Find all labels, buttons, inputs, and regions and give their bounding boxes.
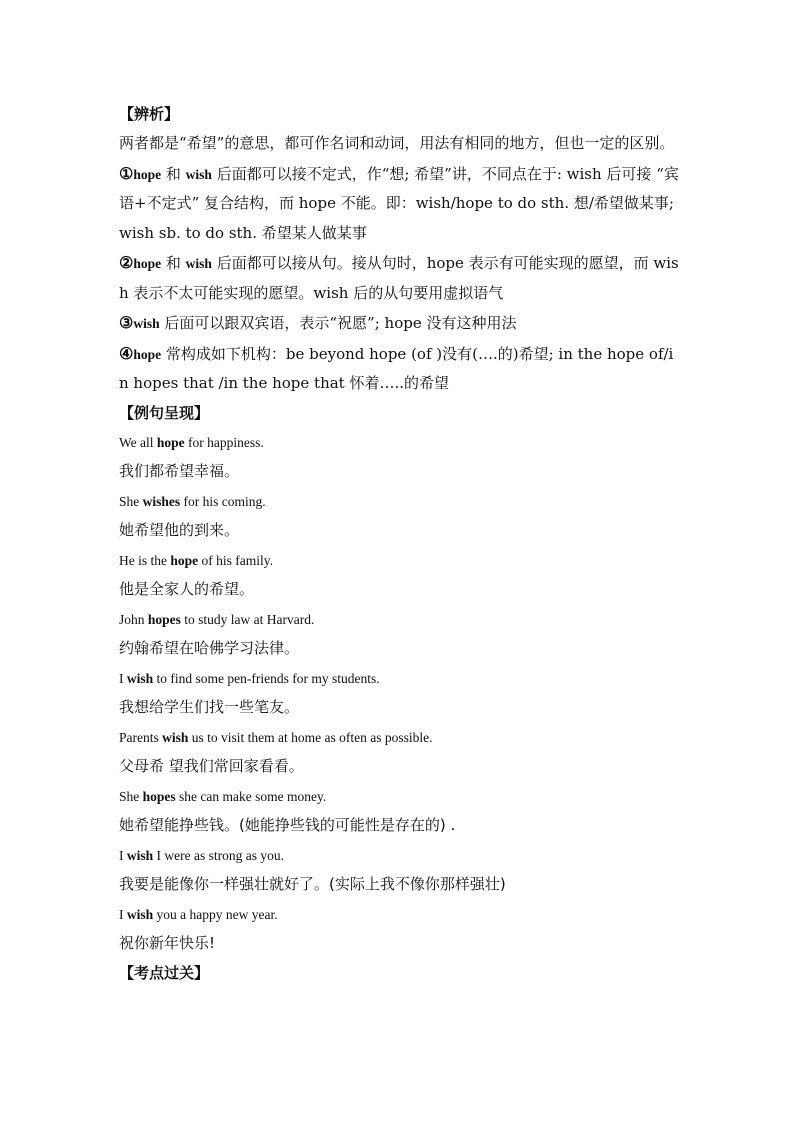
sentence-part: I: [119, 670, 127, 686]
analysis-item-1: [119, 159, 679, 249]
analysis-item-2: [119, 248, 679, 308]
sentence-keyword: wish: [126, 906, 154, 922]
sentence-part: John: [119, 611, 148, 627]
item-text: 后面都可以接从句。接从句时，hope 表示有可能实现的愿望，而 wish 表示不太可能实现的愿望。wish 后的从句要用虚拟语气: [119, 254, 679, 302]
analysis-item-4: [119, 339, 679, 399]
keyword-hope: hope: [133, 256, 162, 271]
sentence-part: I: [119, 847, 127, 863]
item-text: 后面可以跟双宾语，表示“祝愿”; hope 没有这种用法: [159, 314, 517, 332]
example-sentence-en: [119, 900, 679, 930]
example-sentence-en: [119, 487, 679, 517]
sentence-keyword: wish: [126, 670, 154, 686]
sentence-part: She: [119, 493, 143, 509]
keyword-wish: wish: [133, 316, 160, 331]
sentence-keyword: wish: [126, 847, 154, 863]
sentence-part: to study law at Harvard.: [180, 611, 315, 627]
example-sentence-en: [119, 841, 679, 871]
analysis-item-3: [119, 308, 679, 339]
document-page: [119, 100, 679, 988]
sentence-part: I were as strong as you.: [153, 847, 284, 863]
conjunction: 和: [161, 164, 186, 183]
analysis-heading: 【辨析】: [119, 105, 180, 123]
keyword-wish: wish: [185, 256, 212, 271]
item-number: ③: [119, 313, 134, 332]
keyword-hope: hope: [133, 346, 162, 362]
item-text: 后面都可以接不定式，作“想; 希望”讲，不同点在于: wish 后可接 “宾语+不定式” 复合结构，而 hope 不能。即：wish/hope to do sth. 想/希望做某事; wish sb. to do sth. 希望某人做某事: [119, 164, 679, 242]
item-number: ②: [119, 253, 134, 272]
example-sentence-en: [119, 428, 679, 458]
example-sentence-en: [119, 605, 679, 635]
sentence-part: of his family.: [198, 552, 274, 568]
example-sentence-zh: 她希望他的到来。: [119, 521, 240, 539]
example-sentence-zh: 我想给学生们找一些笔友。: [119, 698, 300, 716]
item-number: ①: [119, 163, 134, 183]
keyword-hope: hope: [133, 166, 162, 182]
sentence-part: for his coming.: [180, 493, 266, 509]
example-sentence-zh: 我要是能像你一样强壮就好了。(实际上我不像你那样强壮): [119, 875, 506, 893]
sentence-part: I: [119, 906, 127, 922]
example-sentence-en: [119, 782, 679, 812]
sentence-part: for happiness.: [184, 434, 264, 450]
example-sentence-zh: 父母希 望我们常回家看看。: [119, 757, 304, 775]
examples-heading: 【例句呈现】: [119, 403, 210, 422]
sentence-keyword: wishes: [142, 493, 181, 509]
sentence-part: We all: [119, 434, 157, 450]
sentence-part: He is the: [119, 552, 171, 568]
sentence-part: Parents: [119, 729, 163, 745]
sentence-keyword: hope: [170, 552, 199, 568]
sentence-keyword: hopes: [147, 611, 181, 627]
sentence-part: you a happy new year.: [153, 906, 278, 922]
sentence-part: us to visit them at home as often as possible.: [188, 729, 433, 745]
example-sentence-en: [119, 546, 679, 576]
example-list: [119, 428, 679, 959]
sentence-keyword: hope: [156, 434, 185, 450]
sentence-part: she can make some money.: [175, 788, 327, 804]
item-text: 常构成如下机构：be beyond hope (of )没有(….的)希望; in the hope of/in hopes that /in the hope that 怀着…..的希望: [119, 344, 674, 392]
example-sentence-zh: 祝你新年快乐!: [119, 934, 216, 952]
sentence-part: to find some pen-friends for my students.: [153, 670, 380, 686]
checkpoint-heading: 【考点过关】: [119, 963, 210, 982]
sentence-keyword: wish: [162, 729, 189, 745]
example-sentence-zh: 他是全家人的希望。: [119, 580, 255, 598]
example-sentence-en: [119, 723, 679, 753]
example-sentence-zh: 她希望能挣些钱。(她能挣些钱的可能性是存在的) .: [119, 816, 456, 834]
sentence-keyword: hopes: [142, 788, 176, 804]
conjunction: 和: [161, 254, 186, 272]
example-sentence-en: [119, 664, 679, 694]
analysis-intro: 两者都是“希望”的意思，都可作名词和动词，用法有相同的地方，但也一定的区别。: [119, 134, 675, 152]
example-sentence-zh: 约翰希望在哈佛学习法律。: [119, 639, 300, 657]
item-number: ④: [119, 343, 134, 363]
keyword-wish: wish: [185, 166, 212, 182]
sentence-part: She: [119, 788, 143, 804]
example-sentence-zh: 我们都希望幸福。: [119, 462, 240, 480]
